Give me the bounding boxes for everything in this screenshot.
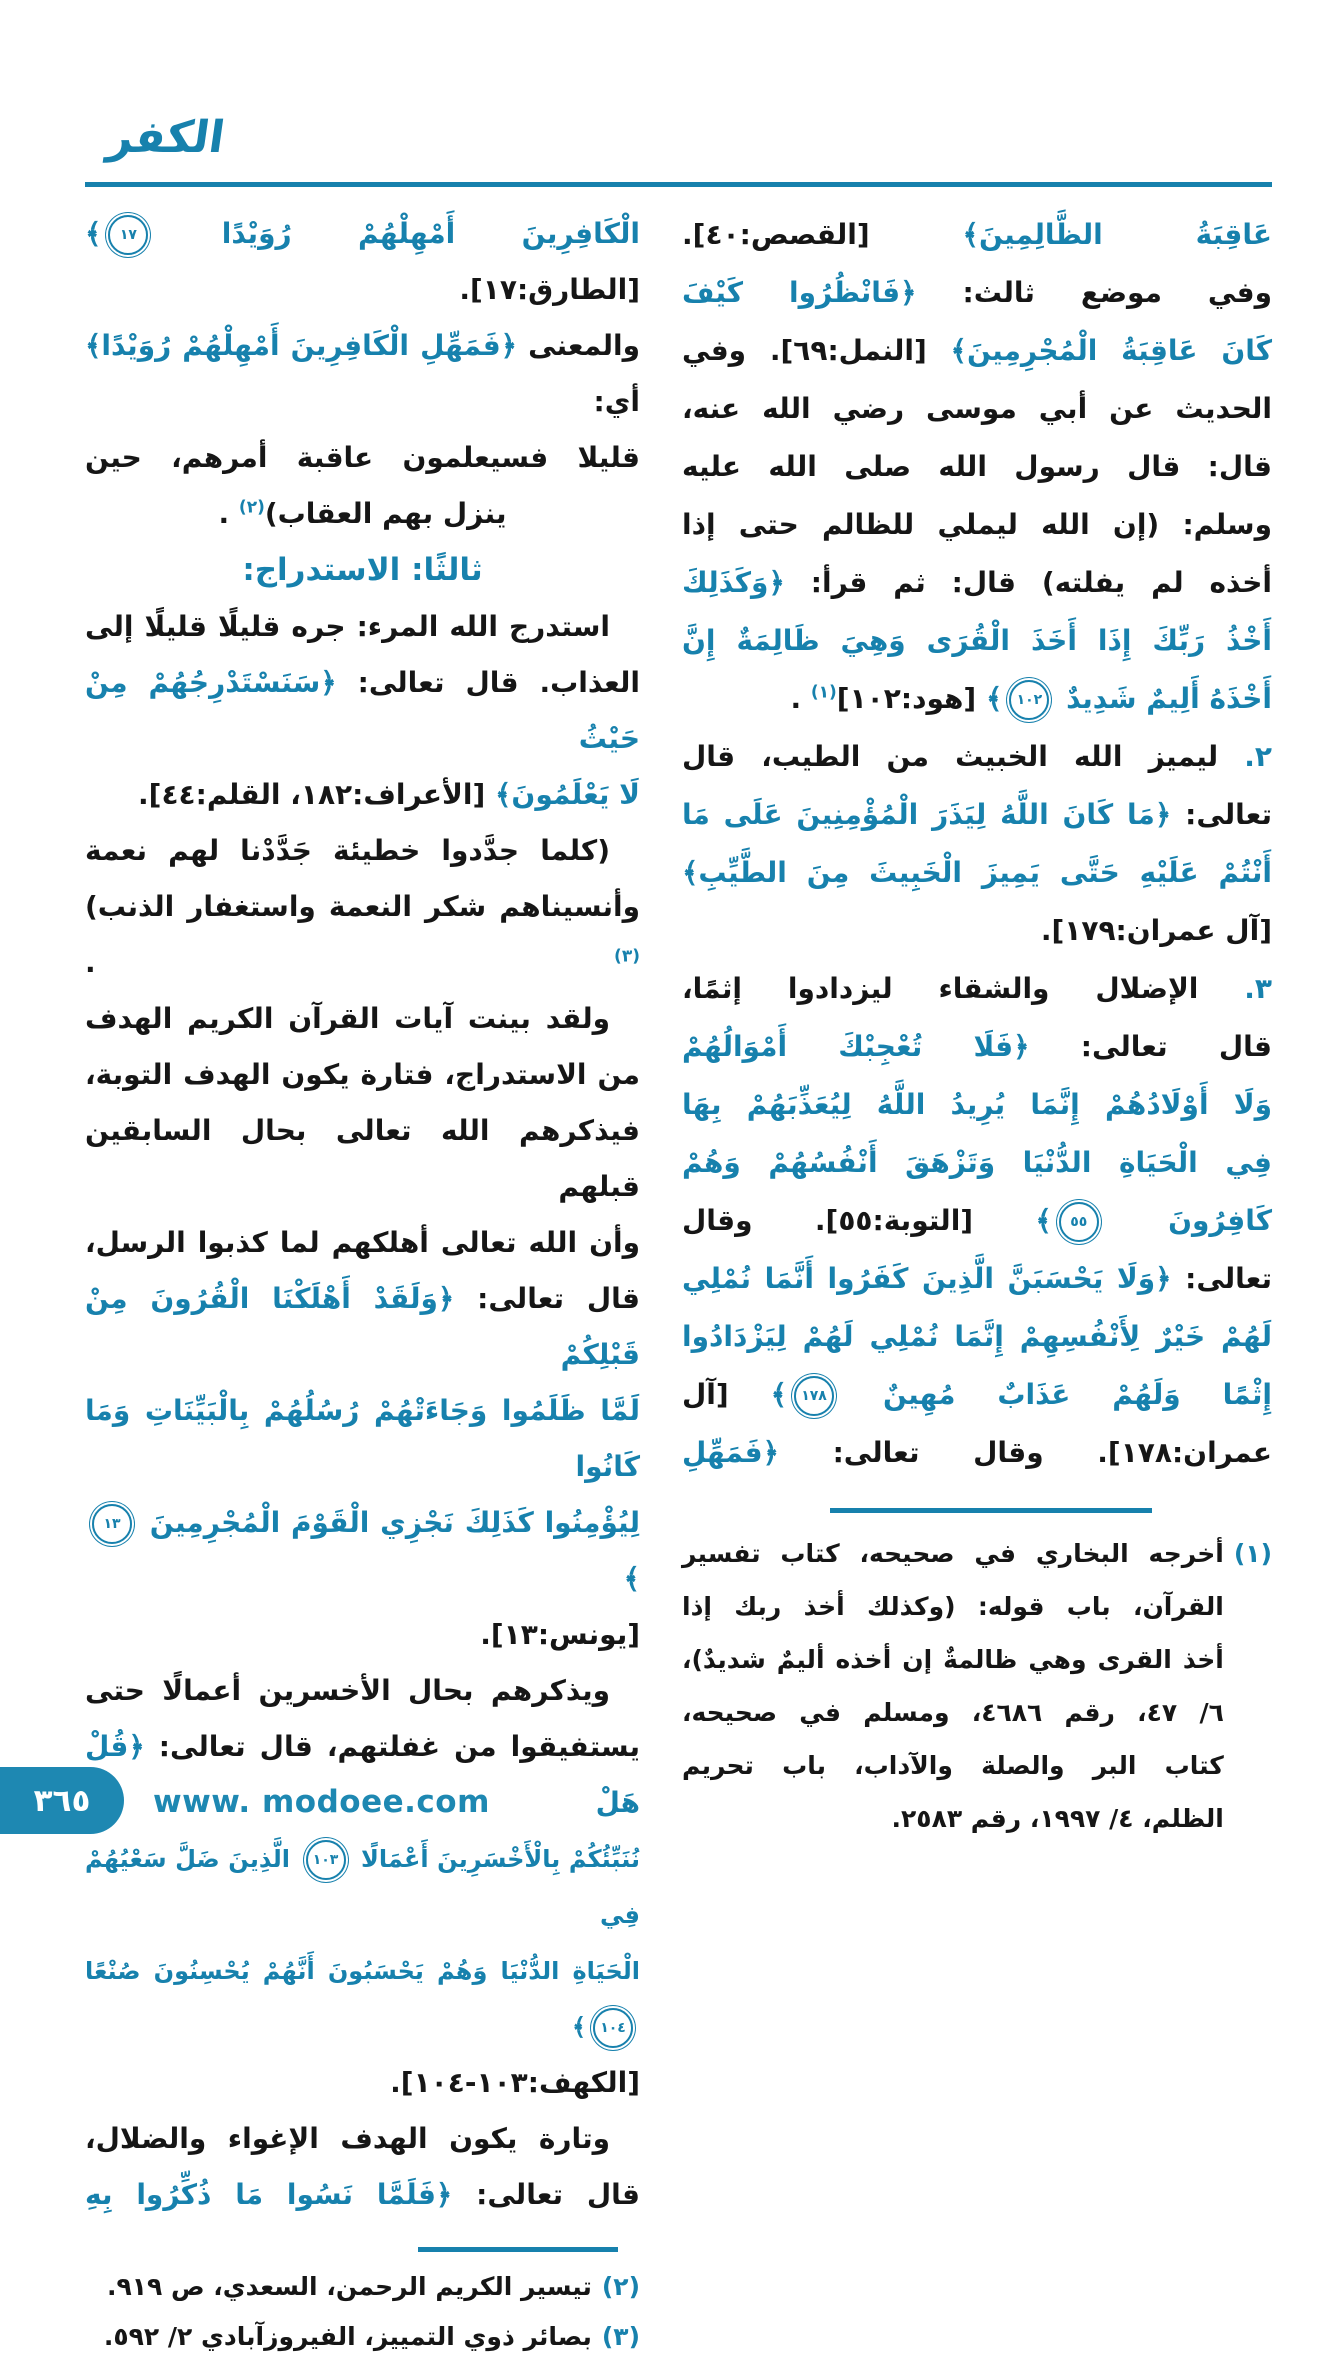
body-text: [التوبة:٥٥]. وقال — [682, 1204, 1036, 1237]
body-text: ولقد بينت آيات القرآن الكريم الهدف — [85, 1002, 610, 1035]
body-text: من الاستدراج، فتارة يكون الهدف التوبة، — [85, 1058, 640, 1091]
quran-text: ﴾ — [85, 217, 102, 250]
body-text: [آل — [682, 1378, 771, 1411]
body-text: فيذكرهم الله تعالى بحال السابقين قبلهم — [85, 1114, 640, 1203]
body-text: [الأعراف:١٨٢، القلم:٤٤]. — [138, 778, 496, 811]
text-line — [85, 486, 640, 542]
text-line — [682, 1192, 1272, 1250]
text-line — [682, 670, 1272, 728]
footnote-separator-right — [830, 1508, 1152, 1513]
body-text: وأنسيناهم شكر النعمة واستغفار الذنب) — [85, 890, 640, 923]
quran-text: الَّذِينَ ضَلَّ سَعْيُهُمْ فِي — [85, 1845, 640, 1929]
quran-text: ﴿فَمَهِّلِ — [682, 1436, 779, 1469]
body-text: يستفيقوا من غفلتهم، قال تعالى: — [144, 1730, 640, 1763]
quran-text: لَهُمْ خَيْرٌ لِأَنْفُسِهِمْ إِنَّمَا نُمْلِي لَهُمْ لِيَزْدَادُوا — [682, 1320, 1272, 1353]
right-column-footnotes — [682, 1527, 1272, 1845]
page-number: ٣٦٥ — [33, 1782, 91, 1819]
body-text: قال تعالى: — [452, 2178, 640, 2211]
quran-text: إِثْمًا وَلَهُمْ عَذَابٌ مُهِينٌ — [841, 1378, 1272, 1411]
text-line — [682, 264, 1272, 322]
footnote-line: أخرجه البخاري في صحيحه، كتاب تفسير — [682, 1539, 1224, 1568]
text-line — [85, 2111, 640, 2167]
body-text: [النمل:٦٩]. وفي — [682, 334, 951, 367]
quran-text: عَاقِبَةُ الظَّالِمِينَ﴾ — [962, 218, 1272, 251]
text-line — [85, 2055, 640, 2111]
quran-text: ﴿فَمَهِّلِ الْكَافِرِينَ أَمْهِلْهُمْ رُوَيْدًا﴾ — [85, 329, 518, 362]
body-text: وأن الله تعالى أهلكهم لما كذبوا الرسل، — [85, 1226, 640, 1259]
text-line — [85, 1271, 640, 1383]
text-line — [85, 991, 640, 1047]
body-text: [يونس:١٣]. — [480, 1618, 640, 1651]
ayah-number-badge: ١٠٤ — [593, 2008, 633, 2048]
quran-text: ﴾ — [623, 1562, 640, 1595]
body-text: الحديث عن أبي موسى رضي الله عنه، — [682, 392, 1272, 425]
quran-text: أَخْذُ رَبِّكَ إِذَا أَخَذَ الْقُرَى وَهِيَ ظَالِمَةٌ إِنَّ — [682, 624, 1272, 657]
text-line — [682, 206, 1272, 264]
footnote-text — [682, 1527, 1224, 1845]
footnote-ref-marker: (٢) — [238, 497, 265, 518]
text-line — [85, 1607, 640, 1663]
website-url: www. modoee.com — [153, 1784, 490, 1820]
quran-text: ﴿فَلَمَّا نَسُوا مَا ذُكِّرُوا بِهِ — [85, 2178, 453, 2211]
text-line — [85, 767, 640, 823]
body-text: [الطارق:١٧]. — [459, 273, 640, 306]
quran-text: لِيُؤْمِنُوا كَذَلِكَ نَجْزِي الْقَوْمَ الْمُجْرِمِينَ — [139, 1506, 640, 1539]
quran-text: الْحَيَاةِ الدُّنْيَا وَهُمْ يَحْسَبُونَ أَنَّهُمْ يُحْسِنُونَ صُنْعًا — [85, 1957, 640, 1985]
text-line — [682, 844, 1272, 902]
left-column-footnotes — [85, 2262, 640, 2362]
body-text: ليميز الله الخبيث من الطيب، قال — [682, 740, 1219, 773]
item-number: ٣. — [1198, 972, 1272, 1005]
text-line — [682, 902, 1272, 960]
footnote-number: (١) — [1233, 1539, 1272, 1568]
body-text: الإضلال والشقاء ليزدادوا إثمًا، — [682, 972, 1199, 1005]
footnote-ref-marker: (١) — [810, 682, 837, 703]
text-line — [85, 1383, 640, 1495]
body-text: ويذكرهم بحال الأخسرين أعمالًا حتى — [85, 1674, 610, 1707]
left-column-lines — [85, 206, 640, 2223]
footnote-text — [85, 2262, 592, 2312]
quran-text: كَانَ عَاقِبَةُ الْمُجْرِمِينَ﴾ — [950, 334, 1273, 367]
quran-text: نُنَبِّئُكُمْ بِالْأَخْسَرِينَ أَعْمَالًا — [352, 1845, 641, 1873]
body-text: تعالى: — [1171, 798, 1273, 831]
footnote-line: أخذ القرى وهي ظالمةٌ إن أخذه أليمٌ شديدٌ)، — [682, 1645, 1224, 1674]
quran-text: الْكَافِرِينَ أَمْهِلْهُمْ رُوَيْدًا — [155, 217, 640, 250]
quran-text: ﴾ — [770, 1378, 788, 1411]
quran-text: وَلَا أَوْلَادُهُمْ إِنَّمَا يُرِيدُ اللَّهُ لِيُعَذِّبَهُمْ بِهَا — [682, 1088, 1272, 1121]
text-line — [85, 1103, 640, 1215]
text-line — [682, 322, 1272, 380]
right-column-lines — [682, 206, 1272, 1482]
body-text: وفي موضع ثالث: — [916, 276, 1272, 309]
text-line — [85, 1495, 640, 1607]
footnote-ref-marker: (٣) — [614, 946, 640, 967]
body-text: قال تعالى: — [1029, 1030, 1272, 1063]
footnote-text — [85, 2312, 592, 2362]
quran-text: كَافِرُونَ — [1105, 1204, 1272, 1237]
text-line — [85, 542, 640, 599]
columns-container — [85, 206, 1272, 2362]
ayah-number-badge: ١٠٢ — [1009, 680, 1049, 720]
footnote-line: الظلم، ٤/ ١٩٩٧، رقم ٢٥٨٣. — [891, 1804, 1224, 1833]
text-line — [85, 2167, 640, 2223]
section-heading-text: ثالثًا: الاستدراج: — [242, 552, 483, 588]
text-line — [85, 206, 640, 318]
text-line — [682, 728, 1272, 786]
quran-text: لَا يَعْلَمُونَ﴾ — [495, 778, 640, 811]
left-column — [85, 206, 640, 2362]
quran-text: ﴿مَا كَانَ اللَّهُ لِيَذَرَ الْمُؤْمِنِينَ عَلَى مَا — [682, 798, 1172, 831]
text-line — [682, 380, 1272, 438]
quran-text: ﴿وَلَا يَحْسَبَنَّ الَّذِينَ كَفَرُوا أَنَّمَا نُمْلِي — [682, 1262, 1172, 1295]
ayah-number-badge: ٥٥ — [1059, 1202, 1099, 1242]
quran-text: أَنْتُمْ عَلَيْهِ حَتَّى يَمِيزَ الْخَبِيثَ مِنَ الطَّيِّبِ﴾ — [682, 856, 1272, 889]
text-line — [85, 318, 640, 430]
body-text: وسلم: (إن الله ليملي للظالم حتى إذا — [682, 508, 1272, 541]
quran-text: ﴿سَنَسْتَدْرِجُهُمْ مِنْ حَيْثُ — [85, 666, 640, 755]
text-line — [682, 960, 1272, 1018]
footnote-line: ٦/ ٤٧، رقم ٤٦٨٦، ومسلم في صحيحه، — [682, 1698, 1224, 1727]
quran-text: ﴿وَلَقَدْ أَهْلَكْنَا الْقُرُونَ مِنْ قَبْلِكُمْ — [85, 1282, 640, 1371]
text-line — [85, 879, 640, 991]
quran-text: ﴾ — [1035, 1204, 1052, 1237]
text-line — [85, 430, 640, 486]
body-text: أي: — [593, 385, 640, 418]
text-line — [682, 1424, 1272, 1482]
text-line — [682, 1018, 1272, 1076]
text-line — [682, 1076, 1272, 1134]
quran-text: ﴿فَانْظُرُوا كَيْفَ — [682, 276, 917, 309]
right-column — [682, 206, 1272, 2362]
body-text: عمران:١٧٨]. وقال تعالى: — [779, 1436, 1272, 1469]
text-line — [682, 554, 1272, 612]
body-text: [القصص:٤٠]. — [682, 218, 963, 251]
body-text: [آل عمران:١٧٩]. — [1040, 914, 1272, 947]
text-line — [85, 823, 640, 879]
footnote-line: كتاب البر والصلة والآداب، باب تحريم — [682, 1751, 1224, 1780]
text-line — [85, 1831, 640, 1943]
text-line — [85, 655, 640, 767]
quran-text: ﴿فَلَا تُعْجِبْكَ أَمْوَالُهُمْ — [682, 1030, 1030, 1063]
quran-text: أَخْذَهُ أَلِيمٌ شَدِيدٌ — [1056, 682, 1272, 715]
text-line — [682, 496, 1272, 554]
quran-text: لَمَّا ظَلَمُوا وَجَاءَتْهُمْ رُسُلُهُمْ بِالْبَيِّنَاتِ وَمَا كَانُوا — [85, 1394, 640, 1483]
text-line — [85, 1215, 640, 1271]
body-text: . — [790, 682, 811, 715]
text-line — [682, 1134, 1272, 1192]
text-line — [682, 786, 1272, 844]
body-text: قليلا فسيعلمون عاقبة أمرهم، حين — [85, 441, 640, 474]
ayah-number-badge: ١٧ — [108, 215, 148, 255]
quran-text: فِي الْحَيَاةِ الدُّنْيَا وَتَزْهَقَ أَنْفُسُهُمْ وَهُمْ — [682, 1146, 1272, 1179]
page-number-badge — [0, 1767, 124, 1834]
text-line — [85, 1047, 640, 1103]
footnote-number: (٣) — [601, 2322, 640, 2351]
body-text: ينزل بهم العقاب) — [264, 497, 507, 530]
text-line — [85, 1663, 640, 1719]
body-text: [الكهف:١٠٣-١٠٤]. — [390, 2066, 640, 2099]
body-text: والمعنى — [517, 329, 640, 362]
page-header-title: الكفر — [104, 112, 228, 163]
quran-text: ﴾ — [571, 2013, 586, 2041]
quran-text: ﴾ — [985, 682, 1003, 715]
body-text: . — [218, 497, 239, 530]
text-line — [682, 1250, 1272, 1308]
body-text: أخذه لم يفلته) قال: ثم قرأ: — [784, 566, 1272, 599]
footnote — [682, 1527, 1272, 1845]
footnote-separator-left — [418, 2247, 618, 2252]
text-line — [682, 612, 1272, 670]
body-text: العذاب. قال تعالى: — [336, 666, 640, 699]
text-line — [682, 1366, 1272, 1424]
body-text: . — [85, 946, 615, 979]
body-text: وتارة يكون الهدف الإغواء والضلال، — [85, 2122, 610, 2155]
text-line — [85, 599, 640, 655]
footnote-line: تيسير الكريم الرحمن، السعدي، ص ٩١٩. — [106, 2272, 592, 2301]
body-text: قال تعالى: — [454, 1282, 640, 1315]
quran-text: ﴿قُلْ هَلْ — [85, 1730, 640, 1819]
item-number: ٢. — [1218, 740, 1272, 773]
footnote — [85, 2262, 640, 2312]
body-text: [هود:١٠٢] — [836, 682, 986, 715]
body-text: قال: قال رسول الله صلى الله عليه — [682, 450, 1272, 483]
quran-text: ﴿وَكَذَلِكَ — [682, 566, 785, 599]
text-line — [682, 1308, 1272, 1366]
text-line — [682, 438, 1272, 496]
ayah-number-badge: ١٠٣ — [306, 1840, 346, 1880]
body-text: استدرج الله المرء: جره قليلًا قليلًا إلى — [85, 610, 610, 643]
body-text: (كلما جدَّدوا خطيئة جَدَّدْنا لهم نعمة — [85, 834, 610, 867]
footnote-number: (٢) — [601, 2272, 640, 2301]
text-line — [85, 1943, 640, 2055]
footnote — [85, 2312, 640, 2362]
body-text: تعالى: — [1171, 1262, 1272, 1295]
footnote-line: بصائر ذوي التمييز، الفيروزآبادي ٢/ ٥٩٢. — [103, 2322, 592, 2351]
header-rule — [85, 182, 1272, 187]
footnote-line: القرآن، باب قوله: (وكذلك أخذ ربك إذا — [682, 1592, 1224, 1621]
ayah-number-badge: ١٧٨ — [794, 1376, 834, 1416]
ayah-number-badge: ١٣ — [92, 1504, 132, 1544]
